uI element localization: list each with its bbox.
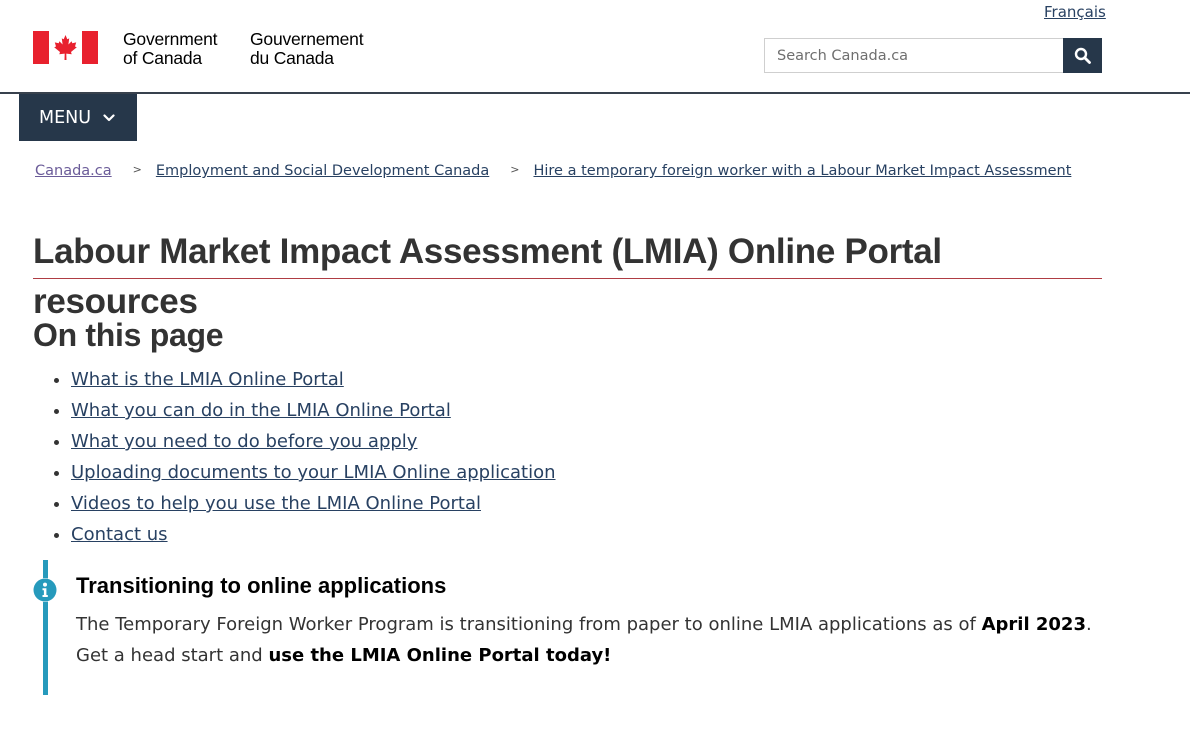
menu-label: MENU [39,107,92,128]
list-item [71,426,556,457]
breadcrumb-link-hire-tfw[interactable]: Hire a temporary foreign worker with a Labour Market Impact Assessment [533,163,1072,179]
alert-title: Transitioning to online applications [76,573,447,598]
signature-fr-line1: Gouvernement [250,29,364,49]
signature-en-line1: Government [123,29,218,49]
list-item [71,519,556,550]
signature-english[interactable] [123,30,217,68]
alert-date: April 2023 [981,614,1086,635]
list-item [71,364,556,395]
list-item [71,457,556,488]
toc-link-videos[interactable]: Videos to help you use the LMIA Online Portal [71,493,481,514]
breadcrumb-link-canada[interactable]: Canada.ca [35,163,112,179]
title-underline [33,278,1102,279]
alert-text-part2: . Get a head start and [76,614,1092,666]
breadcrumb-separator: > [132,163,142,176]
page-title: Labour Market Impact Assessment (LMIA) Online Portal resources [33,232,942,321]
magnifier-icon [1074,47,1091,64]
canada-flag-icon [33,31,98,64]
alert-cta-text: use the LMIA Online Portal today! [268,645,612,666]
language-toggle-link[interactable]: Français [1044,3,1106,21]
list-item [71,395,556,426]
breadcrumb-link-esdc[interactable]: Employment and Social Development Canada [155,163,490,179]
table-of-contents [33,364,556,550]
info-icon [33,578,57,602]
list-item [71,488,556,519]
toc-link-what-is-portal[interactable]: What is the LMIA Online Portal [71,369,344,390]
toc-link-contact-us[interactable]: Contact us [71,524,168,545]
search-button[interactable] [1063,38,1102,73]
toc-link-uploading-documents[interactable]: Uploading documents to your LMIA Online application [71,462,556,483]
breadcrumb-separator: > [510,163,520,176]
signature-french[interactable] [250,30,363,68]
header-divider [0,92,1190,94]
search-form [764,38,1102,73]
on-this-page-heading: On this page [33,317,224,353]
chevron-down-icon [103,114,115,122]
search-input[interactable] [764,38,1063,73]
breadcrumb [35,163,1071,179]
alert-text-part1: The Temporary Foreign Worker Program is transitioning from paper to online LMIA applications as of [76,614,982,635]
signature-fr-line2: du Canada [250,48,334,68]
toc-link-before-you-apply[interactable]: What you need to do before you apply [71,431,418,452]
signature-en-line2: of Canada [123,48,202,68]
alert-body [76,609,1106,671]
menu-button[interactable] [19,94,137,141]
toc-link-what-you-can-do[interactable]: What you can do in the LMIA Online Portal [71,400,451,421]
